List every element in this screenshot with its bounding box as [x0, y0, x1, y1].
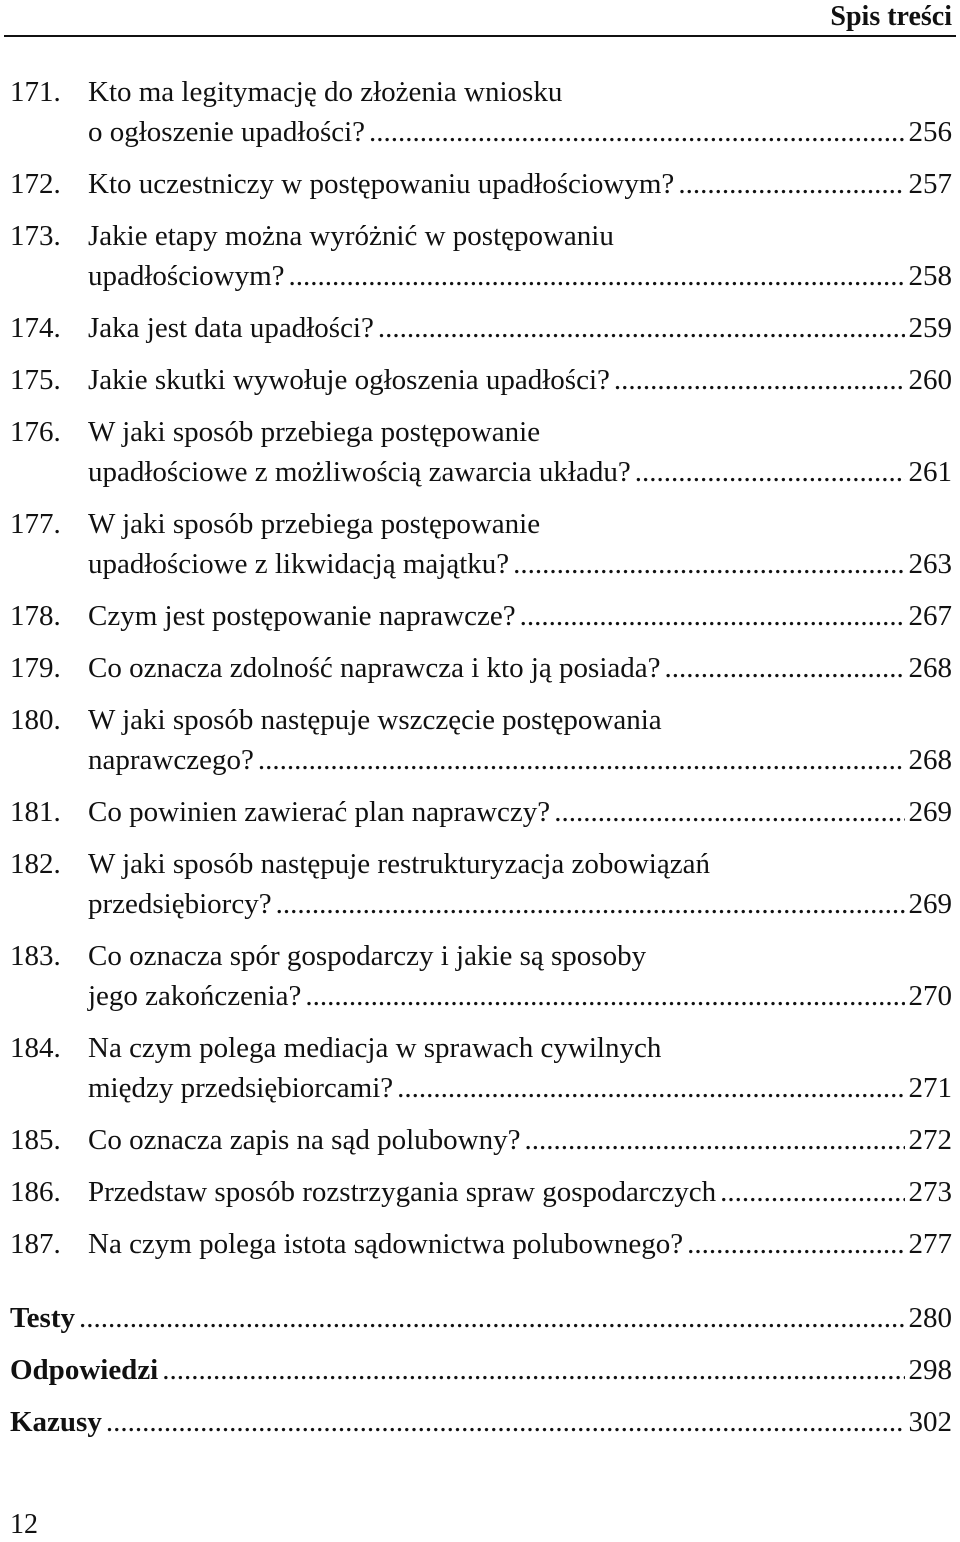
- toc-section-line: [10, 1402, 952, 1442]
- toc-entry-body: [88, 1028, 952, 1108]
- toc-entry-number: 179.: [10, 652, 61, 684]
- toc-entry-last-line: [88, 308, 952, 348]
- toc-section-page: 298: [908, 1354, 952, 1386]
- toc-entry-title: Jakie skutki wywołuje ogłoszenia upadłości?: [88, 364, 610, 396]
- toc-entry-number: 178.: [10, 600, 61, 632]
- toc-entry-last-line: [88, 360, 952, 400]
- page-number: 12: [10, 1509, 38, 1540]
- toc-leader-dots: [520, 596, 905, 636]
- toc-entry-body: [88, 700, 952, 780]
- toc-leader-dots: [665, 648, 905, 688]
- toc-entry-title: Co powinien zawierać plan naprawczy?: [88, 796, 551, 828]
- toc-entry-body: [88, 936, 952, 1016]
- toc-entry-page: 277: [908, 1228, 952, 1260]
- toc-entry-body: [88, 1224, 952, 1264]
- toc-entry: [10, 1120, 952, 1160]
- toc-entry-last-line: [88, 792, 952, 832]
- toc-section-page: 280: [908, 1302, 952, 1334]
- toc-entry: [10, 844, 952, 924]
- toc-entry-page: 261: [908, 456, 952, 488]
- toc-entry-title: Co oznacza zapis na sąd polubowny?: [88, 1124, 521, 1156]
- toc-entry: [10, 700, 952, 780]
- toc-leader-dots: [397, 1068, 904, 1108]
- toc-entry-number: 181.: [10, 796, 61, 828]
- toc-section-entry: [10, 1350, 952, 1390]
- toc-entry-page: 257: [908, 168, 952, 200]
- toc-leader-dots: [305, 976, 904, 1016]
- toc-entry: [10, 648, 952, 688]
- toc-leader-dots: [678, 164, 904, 204]
- toc-entry-page: 263: [908, 548, 952, 580]
- toc-entry: [10, 308, 952, 348]
- toc-entry: [10, 596, 952, 636]
- toc-section-body: [10, 1402, 952, 1442]
- toc-leader-dots: [276, 884, 905, 924]
- toc-leader-dots: [378, 308, 905, 348]
- toc-entry: [10, 792, 952, 832]
- toc-entry-body: [88, 792, 952, 832]
- toc-entry-title: Co oznacza zdolność naprawcza i kto ją posiada?: [88, 652, 661, 684]
- toc-entry-title-line: Co oznacza spór gospodarczy i jakie są sposoby: [88, 940, 647, 972]
- toc-entry-page: 271: [908, 1072, 952, 1104]
- toc-entry-page: 267: [908, 600, 952, 632]
- toc-entry-last-line: [88, 740, 952, 780]
- toc-section-title: Testy: [10, 1302, 75, 1334]
- toc-entry: [10, 936, 952, 1016]
- toc-entry-number: 175.: [10, 364, 61, 396]
- toc-entry-page: 259: [908, 312, 952, 344]
- toc-entry-page: 268: [908, 652, 952, 684]
- toc-entry-number: 176.: [10, 416, 61, 448]
- toc-leader-dots: [554, 792, 904, 832]
- toc-section-entry: [10, 1298, 952, 1338]
- toc-entry-page: 270: [908, 980, 952, 1012]
- toc-entry-last-line: [88, 112, 952, 152]
- toc-entry: [10, 1172, 952, 1212]
- toc-section-page: 302: [908, 1406, 952, 1438]
- toc-entry-title-line: Jakie etapy można wyróżnić w postępowaniu: [88, 220, 614, 252]
- toc-section-line: [10, 1298, 952, 1338]
- toc-entry-body: [88, 360, 952, 400]
- toc-entry-title: upadłościowe z możliwością zawarcia układu?: [88, 456, 631, 488]
- toc-entry-last-line: [88, 256, 952, 296]
- toc-leader-dots: [720, 1172, 904, 1212]
- toc-entry-body: [88, 844, 952, 924]
- toc-entry-title: upadłościowym?: [88, 260, 285, 292]
- toc-entry-body: [88, 164, 952, 204]
- toc-entry-number: 186.: [10, 1176, 61, 1208]
- toc-entry-last-line: [88, 544, 952, 584]
- toc-entry-last-line: [88, 596, 952, 636]
- toc-entry-title: jego zakończenia?: [88, 980, 302, 1012]
- toc-entry-page: 269: [908, 888, 952, 920]
- page-header-title: Spis treści: [830, 1, 952, 32]
- toc-entry: [10, 164, 952, 204]
- toc-section-entry: [10, 1402, 952, 1442]
- toc-leader-dots: [524, 1120, 904, 1160]
- toc-entry-body: [88, 596, 952, 636]
- toc-entry-title-line: Na czym polega mediacja w sprawach cywilnych: [88, 1032, 662, 1064]
- toc-entry-body: [88, 216, 952, 296]
- toc-entry-body: [88, 412, 952, 492]
- toc-entry-page: 272: [908, 1124, 952, 1156]
- toc-leader-dots: [687, 1224, 904, 1264]
- toc-entry: [10, 1028, 952, 1108]
- toc-section-body: [10, 1298, 952, 1338]
- toc-entry-number: 180.: [10, 704, 61, 736]
- toc-entry-body: [88, 72, 952, 152]
- toc-entry-title-line: W jaki sposób następuje restrukturyzacja zobowiązań: [88, 848, 710, 880]
- toc-entry-number: 171.: [10, 76, 61, 108]
- toc-entry-number: 182.: [10, 848, 61, 880]
- toc-entry-last-line: [88, 452, 952, 492]
- toc-entry-body: [88, 504, 952, 584]
- toc-entry-number: 177.: [10, 508, 61, 540]
- toc-entry-last-line: [88, 1224, 952, 1264]
- toc-entry-last-line: [88, 648, 952, 688]
- toc-entry-number: 173.: [10, 220, 61, 252]
- toc-entry-page: 269: [908, 796, 952, 828]
- toc-entry: [10, 216, 952, 296]
- toc-entry-page: 256: [908, 116, 952, 148]
- toc-section-body: [10, 1350, 952, 1390]
- toc-leader-dots: [289, 256, 905, 296]
- toc-entry-body: [88, 648, 952, 688]
- toc-entry-body: [88, 308, 952, 348]
- toc-entry-last-line: [88, 1068, 952, 1108]
- toc-entry-page: 268: [908, 744, 952, 776]
- toc-entry-title: upadłościowe z likwidacją majątku?: [88, 548, 510, 580]
- toc-entry-title: naprawczego?: [88, 744, 254, 776]
- toc-leader-dots: [106, 1402, 905, 1442]
- toc-entry-title-line: W jaki sposób następuje wszczęcie postępowania: [88, 704, 662, 736]
- toc-entry-last-line: [88, 884, 952, 924]
- toc-entry-title-line: Kto ma legitymację do złożenia wniosku: [88, 76, 563, 108]
- section-spacer: [10, 1276, 952, 1298]
- toc-leader-dots: [258, 740, 905, 780]
- toc-leader-dots: [614, 360, 905, 400]
- toc-entry-number: 184.: [10, 1032, 61, 1064]
- toc-entry-number: 187.: [10, 1228, 61, 1260]
- toc-entry-title: Przedstaw sposób rozstrzygania spraw gospodarczych: [88, 1176, 717, 1208]
- toc-entry-number: 185.: [10, 1124, 61, 1156]
- toc-entry-page: 260: [908, 364, 952, 396]
- table-of-contents: [10, 72, 952, 1454]
- toc-section-line: [10, 1350, 952, 1390]
- header-divider: [4, 35, 956, 37]
- toc-entry-title: Na czym polega istota sądownictwa polubownego?: [88, 1228, 684, 1260]
- toc-question-list: [10, 72, 952, 1264]
- toc-entry-number: 172.: [10, 168, 61, 200]
- toc-leader-dots: [79, 1298, 905, 1338]
- toc-section-list: [10, 1298, 952, 1442]
- toc-entry: [10, 72, 952, 152]
- toc-leader-dots: [162, 1350, 904, 1390]
- toc-leader-dots: [369, 112, 904, 152]
- toc-entry-last-line: [88, 976, 952, 1016]
- toc-entry-body: [88, 1172, 952, 1212]
- toc-entry-body: [88, 1120, 952, 1160]
- toc-entry-page: 273: [908, 1176, 952, 1208]
- toc-entry-title-line: W jaki sposób przebiega postępowanie: [88, 416, 541, 448]
- toc-entry-number: 174.: [10, 312, 61, 344]
- toc-entry-title: Kto uczestniczy w postępowaniu upadłościowym?: [88, 168, 675, 200]
- toc-leader-dots: [635, 452, 905, 492]
- toc-entry-title: Jaka jest data upadłości?: [88, 312, 374, 344]
- toc-entry-title: o ogłoszenie upadłości?: [88, 116, 366, 148]
- toc-entry-page: 258: [908, 260, 952, 292]
- toc-entry: [10, 1224, 952, 1264]
- toc-section-title: Odpowiedzi: [10, 1354, 159, 1386]
- toc-entry-title: między przedsiębiorcami?: [88, 1072, 394, 1104]
- toc-entry: [10, 412, 952, 492]
- toc-entry-title-line: W jaki sposób przebiega postępowanie: [88, 508, 541, 540]
- toc-entry-last-line: [88, 164, 952, 204]
- toc-entry-last-line: [88, 1172, 952, 1212]
- toc-entry: [10, 504, 952, 584]
- toc-entry-number: 183.: [10, 940, 61, 972]
- toc-entry: [10, 360, 952, 400]
- toc-entry-title: przedsiębiorcy?: [88, 888, 272, 920]
- toc-section-title: Kazusy: [10, 1406, 102, 1438]
- toc-entry-title: Czym jest postępowanie naprawcze?: [88, 600, 516, 632]
- toc-leader-dots: [513, 544, 904, 584]
- toc-entry-last-line: [88, 1120, 952, 1160]
